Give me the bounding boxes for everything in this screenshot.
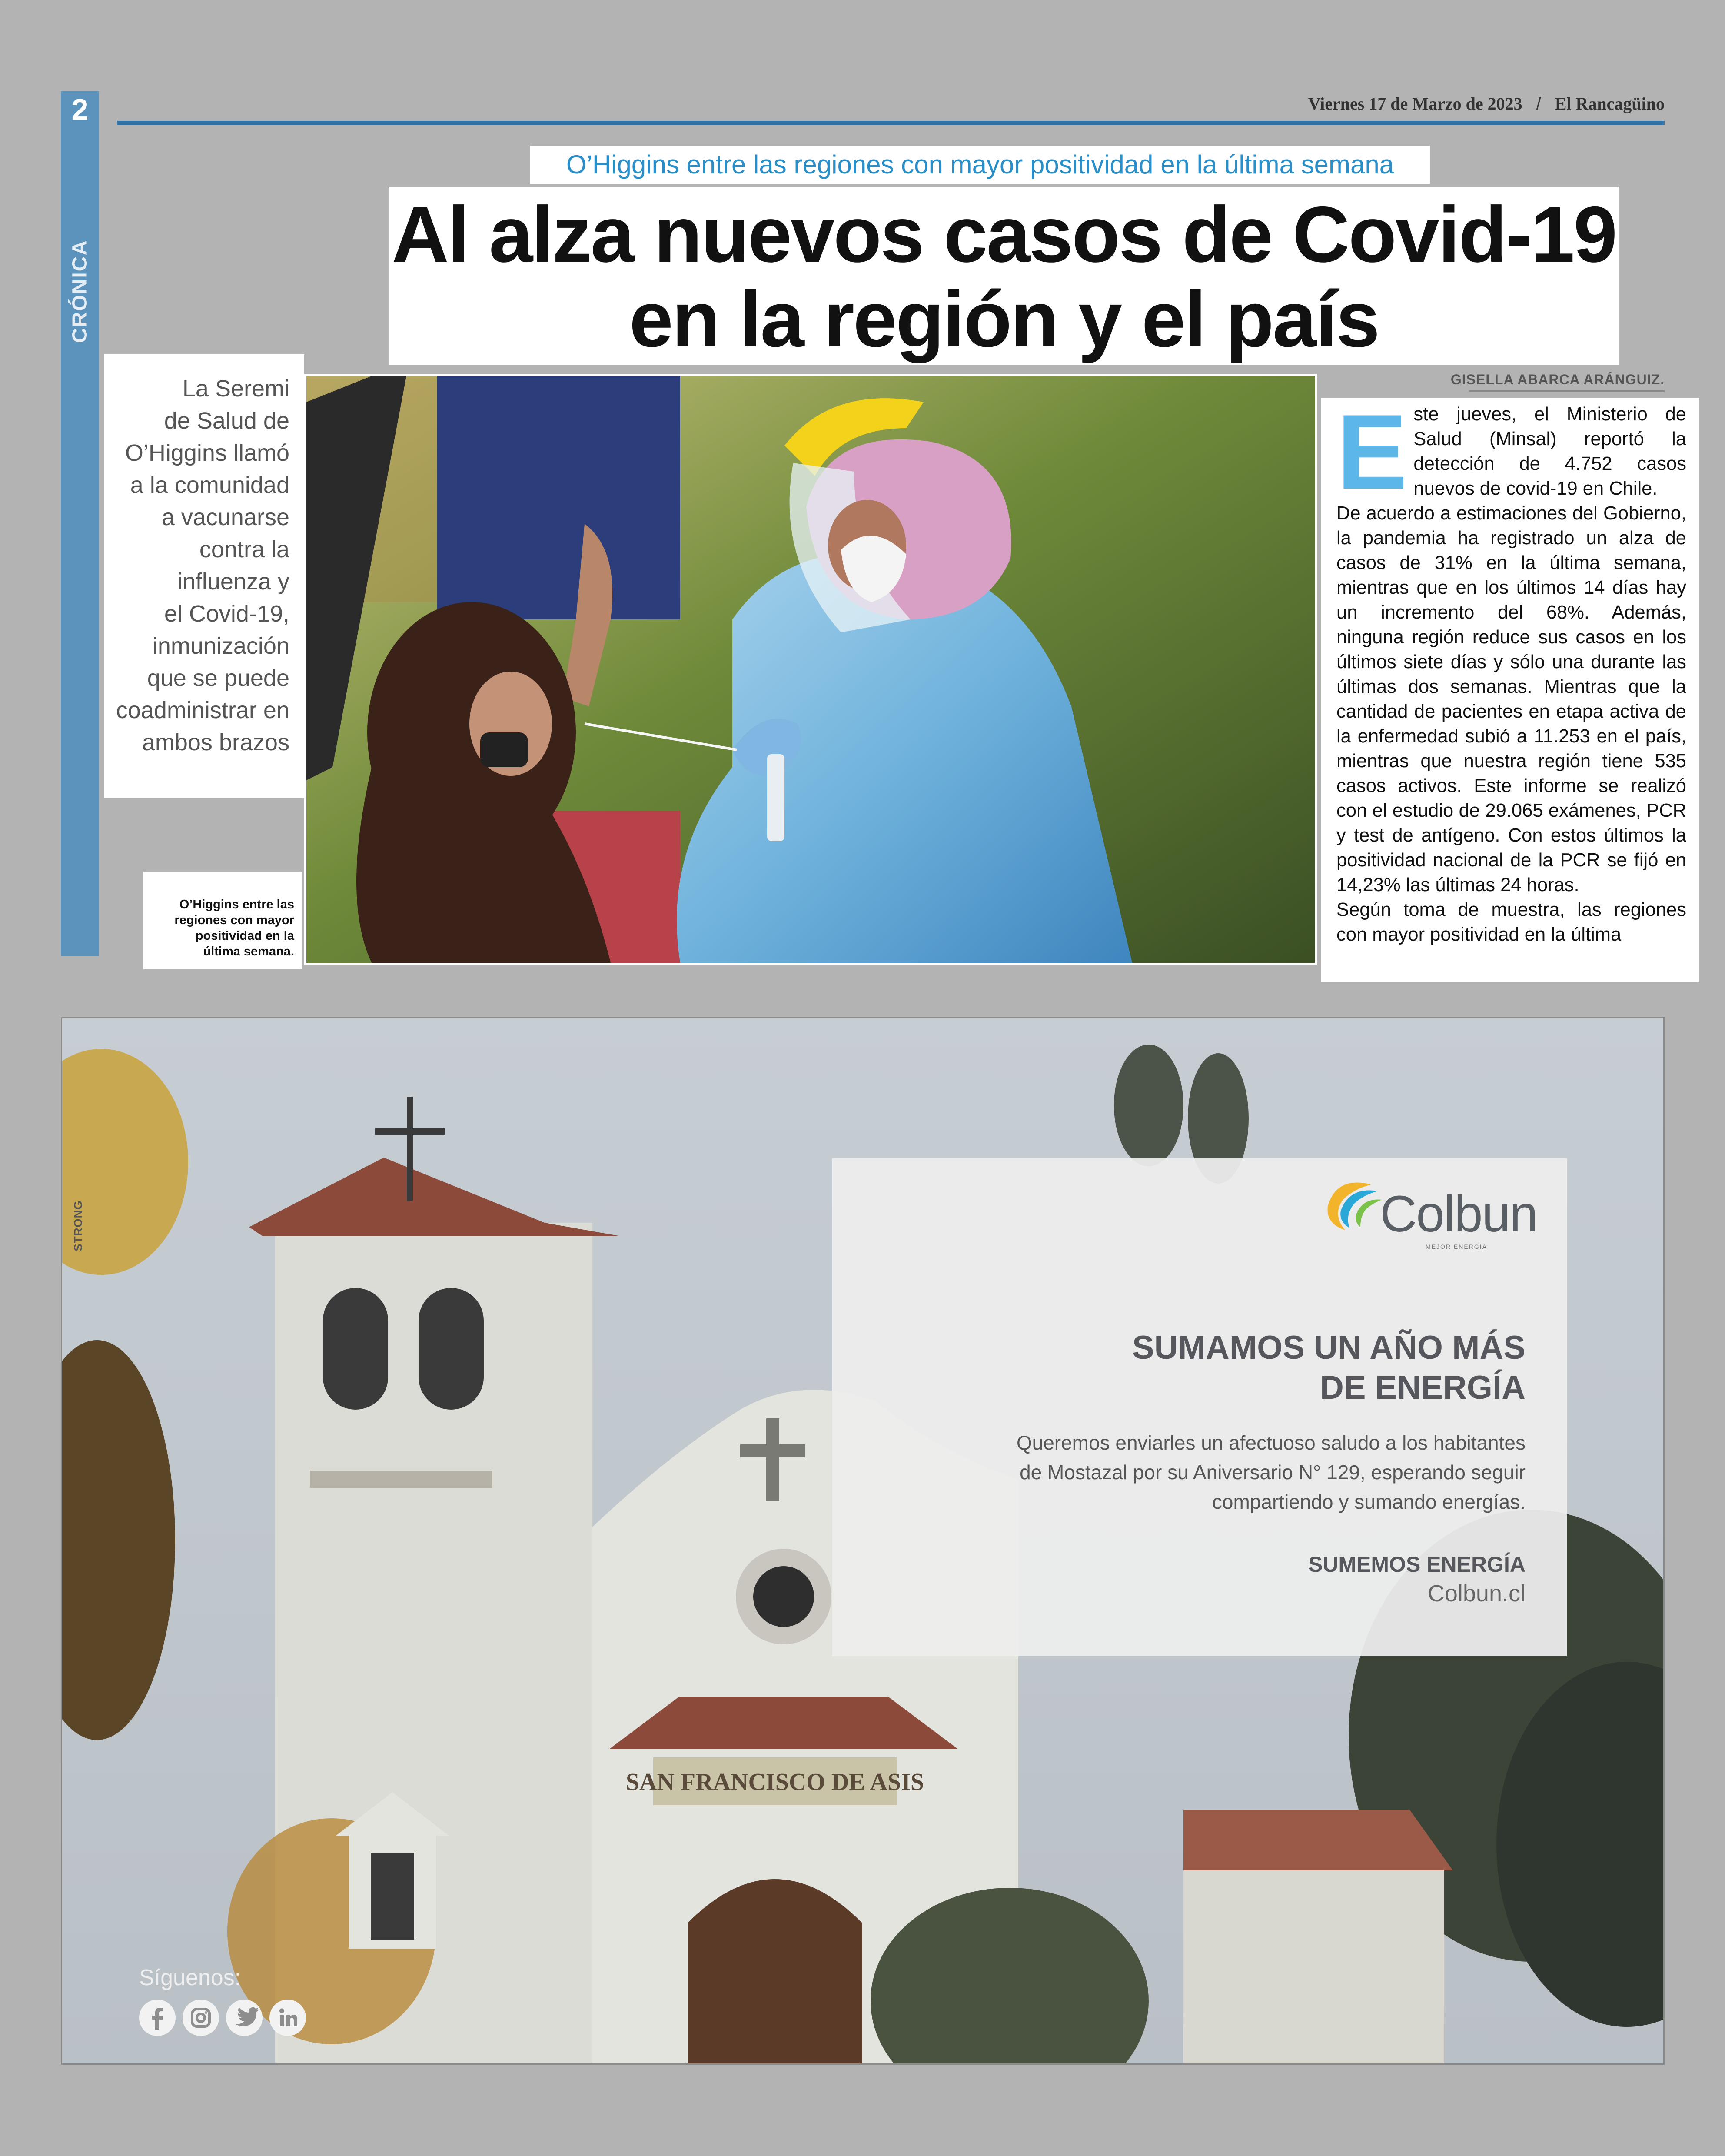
drop-cap: E xyxy=(1336,398,1408,511)
ad-website: Colbun.cl xyxy=(1427,1580,1526,1607)
page-number: 2 xyxy=(71,93,89,126)
ad-message xyxy=(956,1428,1526,1517)
byline-rule xyxy=(1469,390,1665,392)
pull-quote xyxy=(104,354,304,798)
covid-test-photo-illustration xyxy=(306,376,1315,963)
instagram-icon xyxy=(183,2000,219,2036)
colbun-tagline: MEJOR ENERGÍA xyxy=(1426,1243,1487,1250)
section-label xyxy=(61,226,99,356)
ad-title xyxy=(956,1328,1526,1408)
caption-line: positividad en la xyxy=(195,929,294,943)
article-photo xyxy=(304,374,1317,965)
ad-title-line-2: DE ENERGÍA xyxy=(1320,1369,1526,1406)
article-headline xyxy=(389,187,1619,365)
publication-name: El Rancagüino xyxy=(1555,94,1665,113)
article-body xyxy=(1321,398,1699,982)
linkedin-icon xyxy=(269,2000,306,2036)
headline-line-2: en la región y el país xyxy=(629,275,1379,363)
follow-label: Síguenos: xyxy=(139,1965,241,1990)
pullquote-line: influenza y xyxy=(177,569,289,595)
section-side-bar xyxy=(61,91,99,956)
byline: GISELLA ABARCA ARÁNGUIZ. xyxy=(1450,372,1665,387)
header-dateline xyxy=(1173,93,1665,114)
pullquote-line: a vacunarse xyxy=(161,504,289,530)
section-label-text: CRÓNICA xyxy=(68,240,92,343)
pullquote-line: de Salud de xyxy=(164,408,289,434)
colbun-wordmark: Colbun xyxy=(1380,1185,1537,1243)
photo-caption xyxy=(143,872,302,969)
pullquote-line: inmunización xyxy=(152,633,289,659)
ad-message-line: Queremos enviarles un afectuoso saludo a los habitantes xyxy=(1016,1431,1526,1454)
header-rule xyxy=(117,121,1665,125)
facebook-icon xyxy=(139,2000,176,2036)
article-paragraph xyxy=(1336,398,1686,511)
ad-message-line: compartiendo y sumando energías. xyxy=(1212,1491,1526,1513)
ad-message-line: de Mostazal por su Aniversario N° 129, esperando seguir xyxy=(1020,1461,1526,1484)
pullquote-line: a la comunidad xyxy=(130,472,289,498)
pullquote-line: que se puede xyxy=(147,665,289,691)
dateline-separator: / xyxy=(1536,94,1541,113)
caption-line: última semana. xyxy=(203,945,294,958)
twitter-icon xyxy=(226,2000,263,2036)
ad-title-line-1: SUMAMOS UN AÑO MÁS xyxy=(1132,1329,1526,1366)
agency-mark-text: STRONG xyxy=(71,1200,85,1251)
article-paragraph-1-text: ste jueves, el Ministerio de Salud (Minsal) reportó la detección de 4.752 casos nuevos de covid-19 en Chile. xyxy=(1413,404,1686,499)
pullquote-line: contra la xyxy=(199,536,289,562)
pullquote-line: O’Higgins llamó xyxy=(125,440,289,466)
pullquote-line: La Seremi xyxy=(182,376,289,402)
caption-line: O’Higgins entre las xyxy=(179,898,294,912)
ad-call-to-action: SUMEMOS ENERGÍA xyxy=(1308,1552,1526,1577)
headline-line-1: Al alza nuevos casos de Covid-19 xyxy=(392,190,1616,279)
issue-date: Viernes 17 de Marzo de 2023 xyxy=(1308,94,1522,113)
colbun-logo-icon xyxy=(1319,1176,1349,1232)
pullquote-line: ambos brazos xyxy=(142,729,289,755)
church-sign: SAN FRANCISCO DE ASIS xyxy=(625,1769,924,1796)
caption-line: regiones con mayor xyxy=(174,913,294,927)
colbun-swirl-icon xyxy=(1319,1176,1384,1232)
pullquote-line: el Covid-19, xyxy=(164,601,289,627)
article-kicker: O’Higgins entre las regiones con mayor positividad en la última semana xyxy=(530,146,1430,184)
pullquote-line: coadministrar en xyxy=(116,697,289,723)
article-paragraph: De acuerdo a estimaciones del Gobierno, la pandemia ha registrado un alza de casos de 31% en la última semana, mientras que en los últimos 14 días hay un incremento del 68%. Además, ninguna región reduce sus casos en los últimos siete días y sólo una durante las últimas dos semanas. Mientras que la cantidad de pacientes en etapa activa de la enfermedad subió a 11.253 en el país, mientras que nuestra región tiene 535 casos activos. Este informe se realizó con el estudio de 29.065 exámenes, PCR y test de antígeno. Con estos últimos la positividad nacional de la PCR se fijó en 14,23% las últimas 24 horas. xyxy=(1336,503,1686,895)
agency-mark xyxy=(65,1200,91,1252)
article-paragraph: Según toma de muestra, las regiones con mayor positividad en la última xyxy=(1336,899,1686,945)
